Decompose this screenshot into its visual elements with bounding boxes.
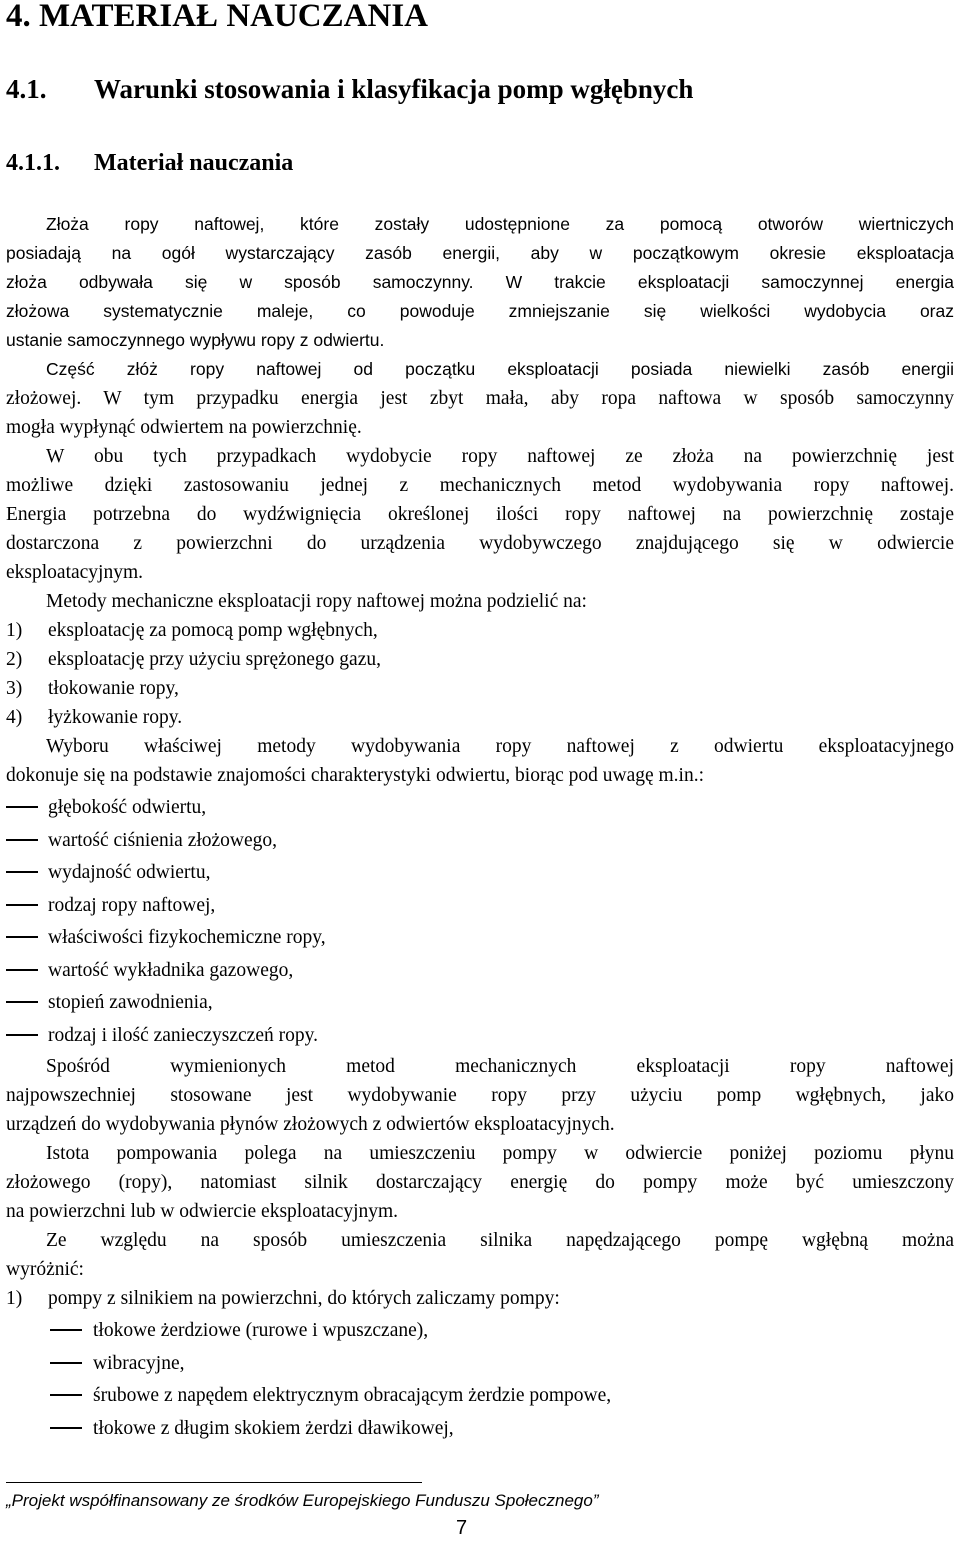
paragraph-line: dostarczona z powierzchni do urządzenia wydobywczego znajdującego się w odwiercie	[6, 533, 954, 554]
list-item: 4) łyżkowanie ropy.	[6, 707, 183, 728]
list-item: stopień zawodnienia,	[6, 987, 954, 1020]
paragraph-line: Złoża ropy naftowej, które zostały udostępnione za pomocą otworów wiertniczych	[46, 214, 954, 234]
section-title: Warunki stosowania i klasyfikacja pomp wgłębnych	[94, 74, 694, 104]
dash-bullet	[6, 1001, 38, 1003]
paragraph-line: wyróżnić:	[6, 1259, 84, 1280]
list-item: właściwości fizykochemiczne ropy,	[6, 922, 954, 955]
dash-bullet	[6, 904, 38, 906]
paragraph-line: mogła wypłynąć odwiertem na powierzchnię.	[6, 417, 362, 438]
list-item: 1) eksploatację za pomocą pomp wgłębnych,	[6, 620, 378, 641]
list-item: wartość wykładnika gazowego,	[6, 955, 954, 988]
paragraph-5	[6, 732, 954, 790]
dash-bullet	[50, 1394, 82, 1396]
dash-bullet	[50, 1362, 82, 1364]
list-item: 2) eksploatację przy użyciu sprężonego gazu,	[6, 649, 381, 670]
list-item: głębokość odwiertu,	[6, 792, 954, 825]
paragraph-line: dokonuje się na podstawie znajomości charakterystyki odwiertu, biorąc pod uwagę m.in.:	[6, 765, 705, 786]
methods-list	[6, 616, 954, 732]
paragraph-line: Część złóż ropy naftowej od początku eksploatacji posiada niewielki zasób energii	[46, 359, 954, 379]
dash-bullet	[6, 839, 38, 841]
paragraph-line: złożowa systematycznie maleje, co powoduje zmniejszanie się wielkości wydobycia oraz	[6, 301, 954, 321]
paragraph-6	[6, 1052, 954, 1139]
subsection-title: Materiał nauczania	[94, 150, 294, 176]
paragraph-3	[6, 442, 954, 587]
methods-intro: Metody mechaniczne eksploatacji ropy naftowej można podzielić na:	[46, 591, 587, 612]
pump-group-item: 1) pompy z silnikiem na powierzchni, do których zaliczamy pompy:	[6, 1288, 560, 1309]
paragraph-line: Energia potrzebna do wydźwignięcia określonej ilości ropy naftowej na powierzchnię zostaje	[6, 504, 954, 525]
paragraph-1	[6, 210, 954, 355]
list-item: wibracyjne,	[6, 1348, 954, 1381]
dash-bullet	[6, 936, 38, 938]
criteria-list	[6, 792, 954, 1052]
list-item: 3) tłokowanie ropy,	[6, 678, 179, 699]
dash-bullet	[50, 1329, 82, 1331]
list-item: tłokowe z długim skokiem żerdzi dławikowej,	[6, 1413, 954, 1446]
paragraph-line: na powierzchni lub w odwiercie eksploatacyjnym.	[6, 1201, 399, 1222]
pump-types-list	[6, 1315, 954, 1445]
subsection-number: 4.1.1.	[6, 150, 60, 176]
paragraph-line: eksploatacyjnym.	[6, 562, 144, 583]
paragraph-line: możliwe dzięki zastosowaniu jednej z mechanicznych metod wydobywania ropy naftowej.	[6, 475, 954, 496]
subsection-heading	[6, 147, 293, 179]
list-item: wartość ciśnienia złożowego,	[6, 825, 954, 858]
paragraph-line: złożowego (ropy), natomiast silnik dostarczający energię do pompy może być umieszczony	[6, 1172, 954, 1193]
list-item: rodzaj ropy naftowej,	[6, 890, 954, 923]
paragraph-line: Ze względu na sposób umieszczenia silnika napędzającego pompę wgłębną można	[46, 1230, 954, 1251]
paragraph-line: złoża odbywała się w sposób samoczynny. W trakcie eksploatacji samoczynnej energia	[6, 272, 954, 292]
list-item: śrubowe z napędem elektrycznym obracającym żerdzie pompowe,	[6, 1380, 954, 1413]
paragraph-line: posiadają na ogół wystarczający zasób energii, aby w początkowym okresie eksploatacja	[6, 243, 954, 263]
dash-bullet	[6, 1034, 38, 1036]
paragraph-8	[6, 1226, 954, 1284]
dash-bullet	[6, 969, 38, 971]
list-item: tłokowe żerdziowe (rurowe i wpuszczane),	[6, 1315, 954, 1348]
paragraph-line: Istota pompowania polega na umieszczeniu pompy w odwiercie poniżej poziomu płynu	[46, 1143, 954, 1164]
list-item: wydajność odwiertu,	[6, 857, 954, 890]
footer-divider	[6, 1482, 422, 1483]
paragraph-line: złożowej. W tym przypadku energia jest zbyt mała, aby ropa naftowa w sposób samoczynny	[6, 388, 954, 409]
body-text	[6, 210, 954, 1445]
list-item: rodzaj i ilość zanieczyszczeń ropy.	[6, 1020, 954, 1053]
paragraph-2	[6, 355, 954, 442]
dash-bullet	[6, 806, 38, 808]
paragraph-line: W obu tych przypadkach wydobycie ropy naftowej ze złoża na powierzchnię jest	[46, 446, 954, 467]
paragraph-7	[6, 1139, 954, 1226]
section-heading	[6, 72, 693, 106]
paragraph-line: Spośród wymienionych metod mechanicznych eksploatacji ropy naftowej	[46, 1056, 954, 1077]
section-number: 4.1.	[6, 74, 47, 104]
paragraph-line: Wyboru właściwej metody wydobywania ropy naftowej z odwiertu eksploatacyjnego	[46, 736, 954, 757]
chapter-title: 4. MATERIAŁ NAUCZANIA	[6, 0, 428, 34]
dash-bullet	[50, 1427, 82, 1429]
paragraph-line: urządzeń do wydobywania płynów złożowych z odwiertów eksploatacyjnych.	[6, 1114, 615, 1135]
footer-text: „Projekt współfinansowany ze środków Europejskiego Funduszu Społecznego”	[6, 1491, 599, 1510]
paragraph-line: najpowszechniej stosowane jest wydobywanie ropy przy użyciu pomp wgłębnych, jako	[6, 1085, 954, 1106]
page-number: 7	[456, 1517, 468, 1539]
paragraph-line: ustanie samoczynnego wypływu ropy z odwiertu.	[6, 330, 385, 350]
dash-bullet	[6, 871, 38, 873]
